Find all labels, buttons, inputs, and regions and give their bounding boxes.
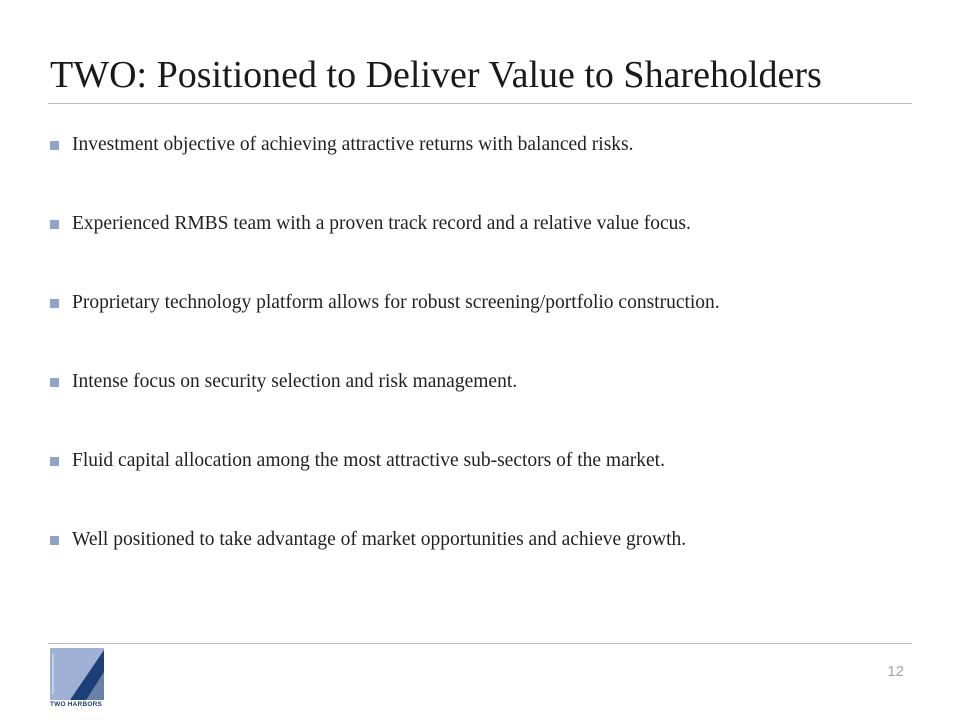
bullet-text: Proprietary technology platform allows for robust screening/portfolio construction. — [72, 292, 720, 313]
bullet-text: Fluid capital allocation among the most attractive sub-sectors of the market. — [72, 450, 665, 471]
bullet-item — [50, 209, 910, 288]
bullet-item — [50, 130, 910, 209]
square-bullet-icon — [50, 536, 59, 545]
page-number: 12 — [887, 663, 904, 680]
bullet-text: Intense focus on security selection and risk management. — [72, 371, 518, 392]
footer-divider — [48, 643, 912, 644]
bullet-item — [50, 288, 910, 367]
square-bullet-icon — [50, 378, 59, 387]
square-bullet-icon — [50, 141, 59, 150]
bullet-item — [50, 525, 910, 604]
bullet-text: Investment objective of achieving attractive returns with balanced risks. — [72, 134, 634, 155]
square-bullet-icon — [50, 299, 59, 308]
logo-wordmark: TWO HARBORS — [50, 701, 103, 708]
slide-title: TWO: Positioned to Deliver Value to Shareholders — [50, 54, 822, 96]
company-logo — [50, 648, 106, 714]
bullet-text: Experienced RMBS team with a proven track record and a relative value focus. — [72, 213, 691, 234]
square-bullet-icon — [50, 457, 59, 466]
square-bullet-icon — [50, 220, 59, 229]
bullet-text: Well positioned to take advantage of market opportunities and achieve growth. — [72, 529, 687, 550]
title-divider — [48, 103, 912, 104]
bullet-list — [50, 130, 910, 604]
two-harbors-logo-icon — [50, 648, 104, 700]
bullet-item — [50, 367, 910, 446]
bullet-item — [50, 446, 910, 525]
